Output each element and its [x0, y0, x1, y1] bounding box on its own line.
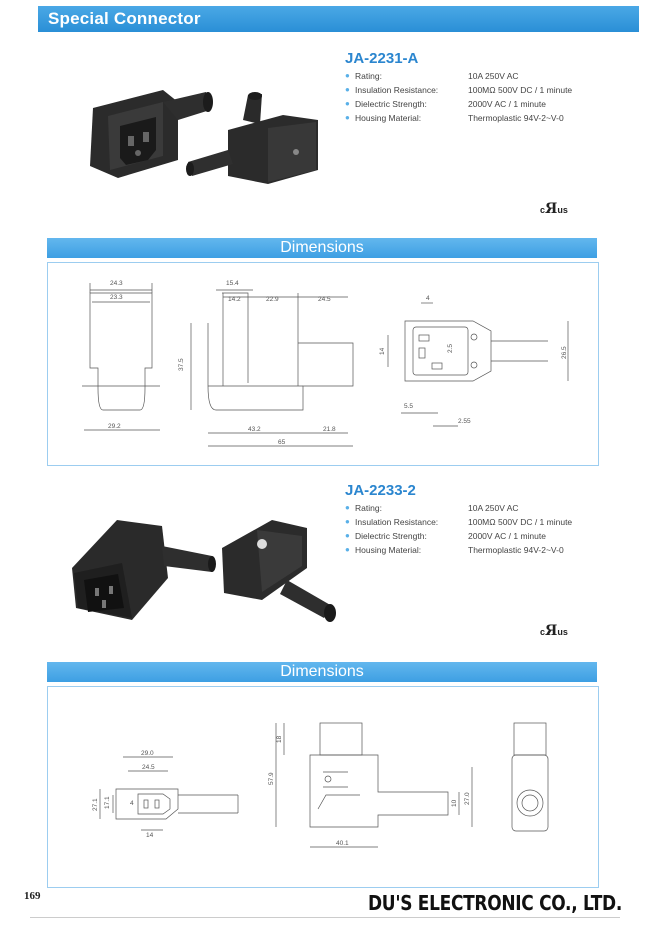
spec-label: Rating:	[355, 503, 382, 513]
dim-label: 24.5	[142, 764, 155, 771]
dim-label: 23.3	[110, 294, 123, 301]
dim-label: 4	[130, 800, 134, 807]
dim-label: 17.1	[104, 796, 111, 809]
dim-label: 18	[276, 735, 283, 743]
bullet-icon: ●	[345, 531, 350, 540]
spec-value: 2000V AC / 1 minute	[468, 99, 546, 109]
spec-value: 10A 250V AC	[468, 503, 519, 513]
spec-value: 10A 250V AC	[468, 71, 519, 81]
spec-row	[345, 83, 572, 97]
spec-row	[345, 501, 572, 515]
spec-row	[345, 111, 572, 125]
spec-value: 100MΩ 500V DC / 1 minute	[468, 85, 573, 95]
dim-label: 29.2	[108, 423, 121, 430]
bullet-icon: ●	[345, 99, 350, 108]
model-name: JA-2231-A	[345, 50, 419, 67]
spec-value: Thermoplastic 94V-2~V-0	[468, 113, 564, 123]
footer-divider	[30, 917, 620, 918]
spec-label: Rating:	[355, 71, 382, 81]
rear-view	[512, 723, 548, 831]
bullet-icon: ●	[345, 113, 350, 122]
spec-label: Insulation Resistance:	[355, 517, 439, 527]
side-view	[191, 290, 353, 446]
ul-certification-logo: cЯus	[540, 201, 568, 217]
dim-label: 14	[379, 347, 386, 355]
company-logo-text: DU'S ELECTRONIC CO., LTD.	[368, 892, 622, 916]
dim-label: 2.5	[447, 343, 454, 353]
dim-label: 24.5	[318, 296, 331, 303]
spec-label: Insulation Resistance:	[355, 85, 439, 95]
spec-list	[345, 69, 572, 125]
spec-row	[345, 97, 572, 111]
dim-label: 57.9	[268, 772, 275, 785]
bullet-icon: ●	[345, 545, 350, 554]
front-view	[82, 283, 160, 430]
dim-label: 21.8	[323, 426, 336, 433]
spec-label: Dielectric Strength:	[355, 99, 427, 109]
spec-label: Housing Material:	[355, 545, 422, 555]
dimensions-title: Dimensions	[280, 239, 364, 256]
dimension-drawing-ja-2233-2	[48, 687, 596, 885]
dim-label: 27.1	[92, 798, 99, 811]
dim-label: 15.4	[226, 280, 239, 287]
dim-label: 37.5	[178, 358, 185, 371]
spec-row	[345, 543, 572, 557]
spec-label: Dielectric Strength:	[355, 531, 427, 541]
ul-mark-icon: Я	[545, 201, 558, 217]
ul-mark-icon: Я	[545, 623, 558, 639]
bullet-icon: ●	[345, 517, 350, 526]
dim-label: 65	[278, 439, 286, 446]
dim-label: 14.2	[228, 296, 241, 303]
spec-row	[345, 515, 572, 529]
spec-list	[345, 501, 572, 557]
dim-label: 26.5	[561, 346, 568, 359]
spec-row	[345, 69, 572, 83]
dim-label: 2.55	[458, 418, 471, 425]
page-title: Special Connector	[48, 9, 201, 28]
dimensions-header	[47, 662, 597, 682]
dimensions-title: Dimensions	[280, 663, 364, 680]
dim-label: 14	[146, 832, 154, 839]
page-number: 169	[24, 890, 41, 902]
dim-label: 4	[426, 295, 430, 302]
bullet-icon: ●	[345, 85, 350, 94]
dim-label: 5.5	[404, 403, 414, 410]
header-banner	[38, 6, 639, 32]
bullet-icon: ●	[345, 71, 350, 80]
spec-value: 100MΩ 500V DC / 1 minute	[468, 517, 573, 527]
dim-label: 43.2	[248, 426, 261, 433]
dim-label: 10	[451, 799, 458, 807]
ul-certification-logo: cЯus	[540, 623, 568, 639]
spec-value: Thermoplastic 94V-2~V-0	[468, 545, 564, 555]
top-view	[388, 303, 568, 426]
side-view	[276, 723, 472, 847]
product-photo-ja-2233-2	[62, 508, 347, 633]
product-photo-ja-2231-a	[78, 80, 328, 190]
dim-label: 22.9	[266, 296, 279, 303]
front-view	[100, 757, 238, 830]
dim-label: 29.0	[141, 750, 154, 757]
model-name: JA-2233-2	[345, 482, 416, 499]
dim-label: 24.3	[110, 280, 123, 287]
dimensions-header	[47, 238, 597, 258]
spec-label: Housing Material:	[355, 113, 422, 123]
bullet-icon: ●	[345, 503, 350, 512]
spec-row	[345, 529, 572, 543]
spec-value: 2000V AC / 1 minute	[468, 531, 546, 541]
dimension-drawing-ja-2231-a	[48, 263, 596, 463]
dim-label: 40.1	[336, 840, 349, 847]
dim-label: 27.0	[464, 792, 471, 805]
